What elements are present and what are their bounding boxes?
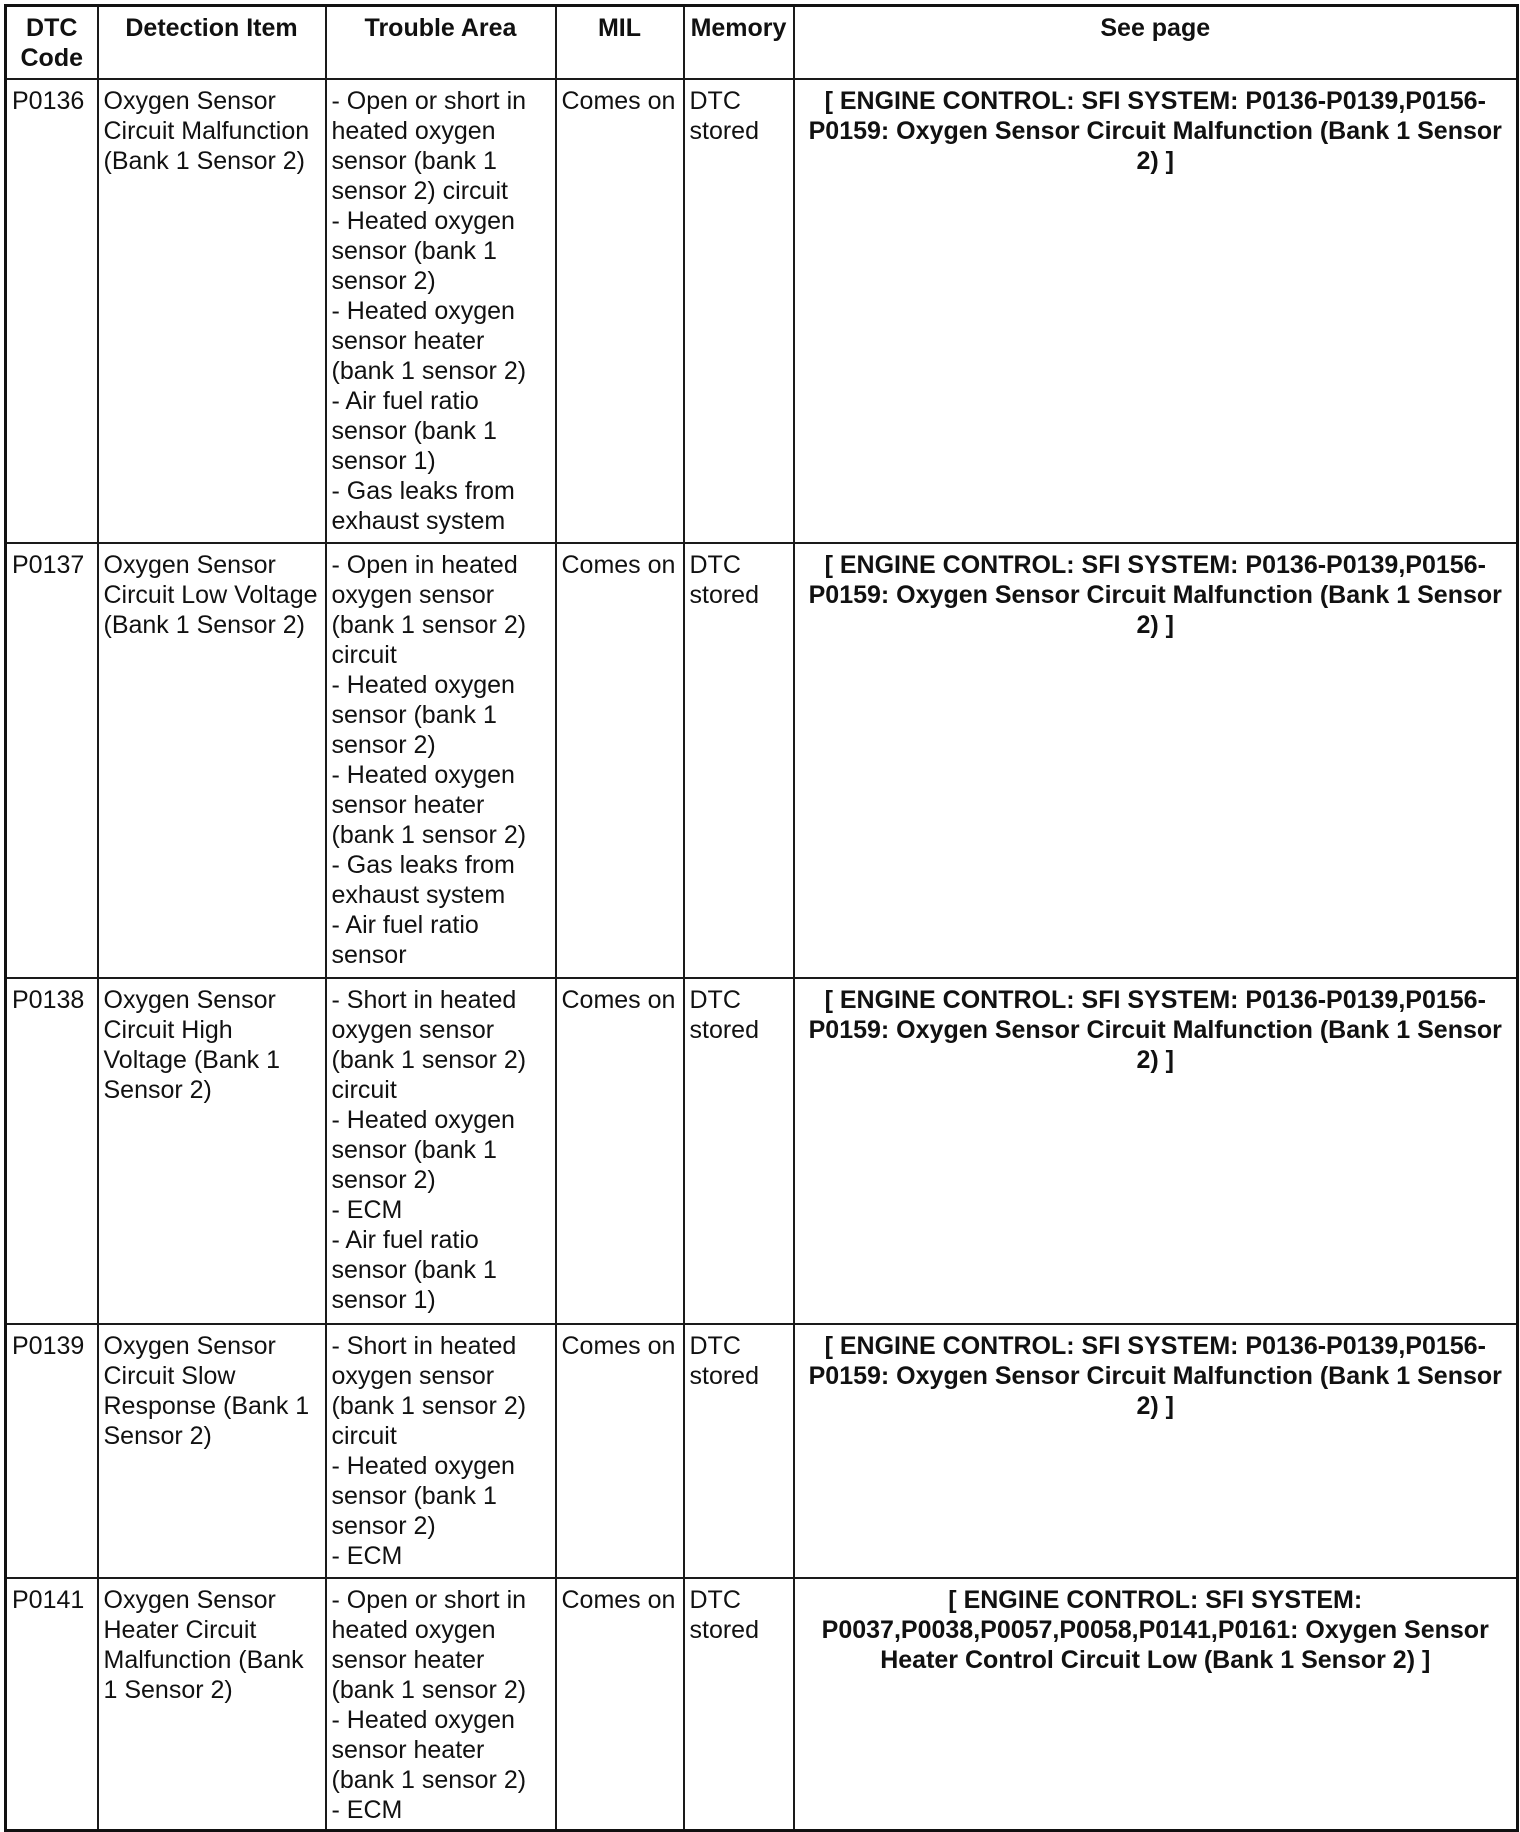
trouble-area-item: - Heated oxygen sensor (bank 1 sensor 2): [331, 1105, 515, 1194]
memory-cell: DTC stored: [684, 1324, 794, 1578]
trouble-area-item: - Open in heated oxygen sensor (bank 1 sensor 2) circuit: [331, 550, 527, 669]
table-row: [6, 1324, 1518, 1578]
dtc-code-cell: P0136: [6, 79, 98, 543]
memory-cell: DTC stored: [684, 978, 794, 1324]
table-header-row: [6, 6, 1518, 79]
mil-cell: Comes on: [556, 978, 684, 1324]
see-page-link[interactable]: [ ENGINE CONTROL: SFI SYSTEM: P0037,P0038,P0057,P0058,P0141,P0161: Oxygen Sensor Heater Control Circuit Low (Bank 1 Sensor 2) ]: [794, 1578, 1518, 1831]
detection-item-cell: Oxygen Sensor Circuit Low Voltage (Bank 1 Sensor 2): [98, 543, 326, 978]
see-page-link[interactable]: [ ENGINE CONTROL: SFI SYSTEM: P0136-P0139,P0156-P0159: Oxygen Sensor Circuit Malfunction (Bank 1 Sensor 2) ]: [794, 543, 1518, 978]
memory-cell: DTC stored: [684, 543, 794, 978]
header-see-page: See page: [794, 6, 1518, 79]
memory-cell: DTC stored: [684, 79, 794, 543]
trouble-area-item: - Heated oxygen sensor heater (bank 1 sensor 2): [331, 1705, 527, 1794]
dtc-table: [4, 4, 1519, 1832]
detection-item-cell: Oxygen Sensor Circuit Malfunction (Bank 1 Sensor 2): [98, 79, 326, 543]
trouble-area-item: - ECM: [331, 1541, 403, 1570]
trouble-area-item: - Heated oxygen sensor heater (bank 1 sensor 2): [331, 296, 527, 385]
see-page-link[interactable]: [ ENGINE CONTROL: SFI SYSTEM: P0136-P0139,P0156-P0159: Oxygen Sensor Circuit Malfunction (Bank 1 Sensor 2) ]: [794, 79, 1518, 543]
trouble-area-item: - Heated oxygen sensor (bank 1 sensor 2): [331, 206, 515, 295]
header-dtc-code: DTC Code: [6, 6, 98, 79]
trouble-area-item: - Gas leaks from exhaust system: [331, 850, 515, 909]
trouble-area-item: - Gas leaks from exhaust system: [331, 476, 515, 535]
dtc-code-cell: P0141: [6, 1578, 98, 1831]
detection-item-cell: Oxygen Sensor Heater Circuit Malfunction (Bank 1 Sensor 2): [98, 1578, 326, 1831]
trouble-area-item: - Air fuel ratio sensor (bank 1 sensor 1): [331, 1225, 497, 1314]
trouble-area-item: - Short in heated oxygen sensor (bank 1 sensor 2) circuit: [331, 1331, 527, 1450]
trouble-area-cell: [326, 978, 556, 1324]
trouble-area-item: - Heated oxygen sensor heater (bank 1 sensor 2): [331, 760, 527, 849]
header-trouble-area: Trouble Area: [326, 6, 556, 79]
trouble-area-item: - Open or short in heated oxygen sensor heater (bank 1 sensor 2): [331, 1585, 527, 1704]
mil-cell: Comes on: [556, 1324, 684, 1578]
memory-cell: DTC stored: [684, 1578, 794, 1831]
see-page-link[interactable]: [ ENGINE CONTROL: SFI SYSTEM: P0136-P0139,P0156-P0159: Oxygen Sensor Circuit Malfunction (Bank 1 Sensor 2) ]: [794, 978, 1518, 1324]
mil-cell: Comes on: [556, 1578, 684, 1831]
header-mil: MIL: [556, 6, 684, 79]
dtc-code-cell: P0139: [6, 1324, 98, 1578]
header-memory: Memory: [684, 6, 794, 79]
dtc-document: [4, 4, 1516, 1824]
dtc-code-cell: P0138: [6, 978, 98, 1324]
trouble-area-cell: [326, 543, 556, 978]
trouble-area-item: - Heated oxygen sensor (bank 1 sensor 2): [331, 1451, 515, 1540]
table-row: [6, 1578, 1518, 1831]
trouble-area-item: - Air fuel ratio sensor: [331, 910, 479, 969]
mil-cell: Comes on: [556, 79, 684, 543]
trouble-area-item: - Open or short in heated oxygen sensor (bank 1 sensor 2) circuit: [331, 86, 527, 205]
table-row: [6, 978, 1518, 1324]
table-row: [6, 79, 1518, 543]
trouble-area-item: - ECM: [331, 1795, 403, 1824]
table-row: [6, 543, 1518, 978]
see-page-link[interactable]: [ ENGINE CONTROL: SFI SYSTEM: P0136-P0139,P0156-P0159: Oxygen Sensor Circuit Malfunction (Bank 1 Sensor 2) ]: [794, 1324, 1518, 1578]
trouble-area-item: - ECM: [331, 1195, 403, 1224]
header-detection-item: Detection Item: [98, 6, 326, 79]
mil-cell: Comes on: [556, 543, 684, 978]
trouble-area-item: - Short in heated oxygen sensor (bank 1 sensor 2) circuit: [331, 985, 527, 1104]
detection-item-cell: Oxygen Sensor Circuit High Voltage (Bank 1 Sensor 2): [98, 978, 326, 1324]
detection-item-cell: Oxygen Sensor Circuit Slow Response (Bank 1 Sensor 2): [98, 1324, 326, 1578]
trouble-area-item: - Heated oxygen sensor (bank 1 sensor 2): [331, 670, 515, 759]
trouble-area-cell: [326, 1578, 556, 1831]
trouble-area-item: - Air fuel ratio sensor (bank 1 sensor 1): [331, 386, 497, 475]
trouble-area-cell: [326, 1324, 556, 1578]
dtc-code-cell: P0137: [6, 543, 98, 978]
trouble-area-cell: [326, 79, 556, 543]
